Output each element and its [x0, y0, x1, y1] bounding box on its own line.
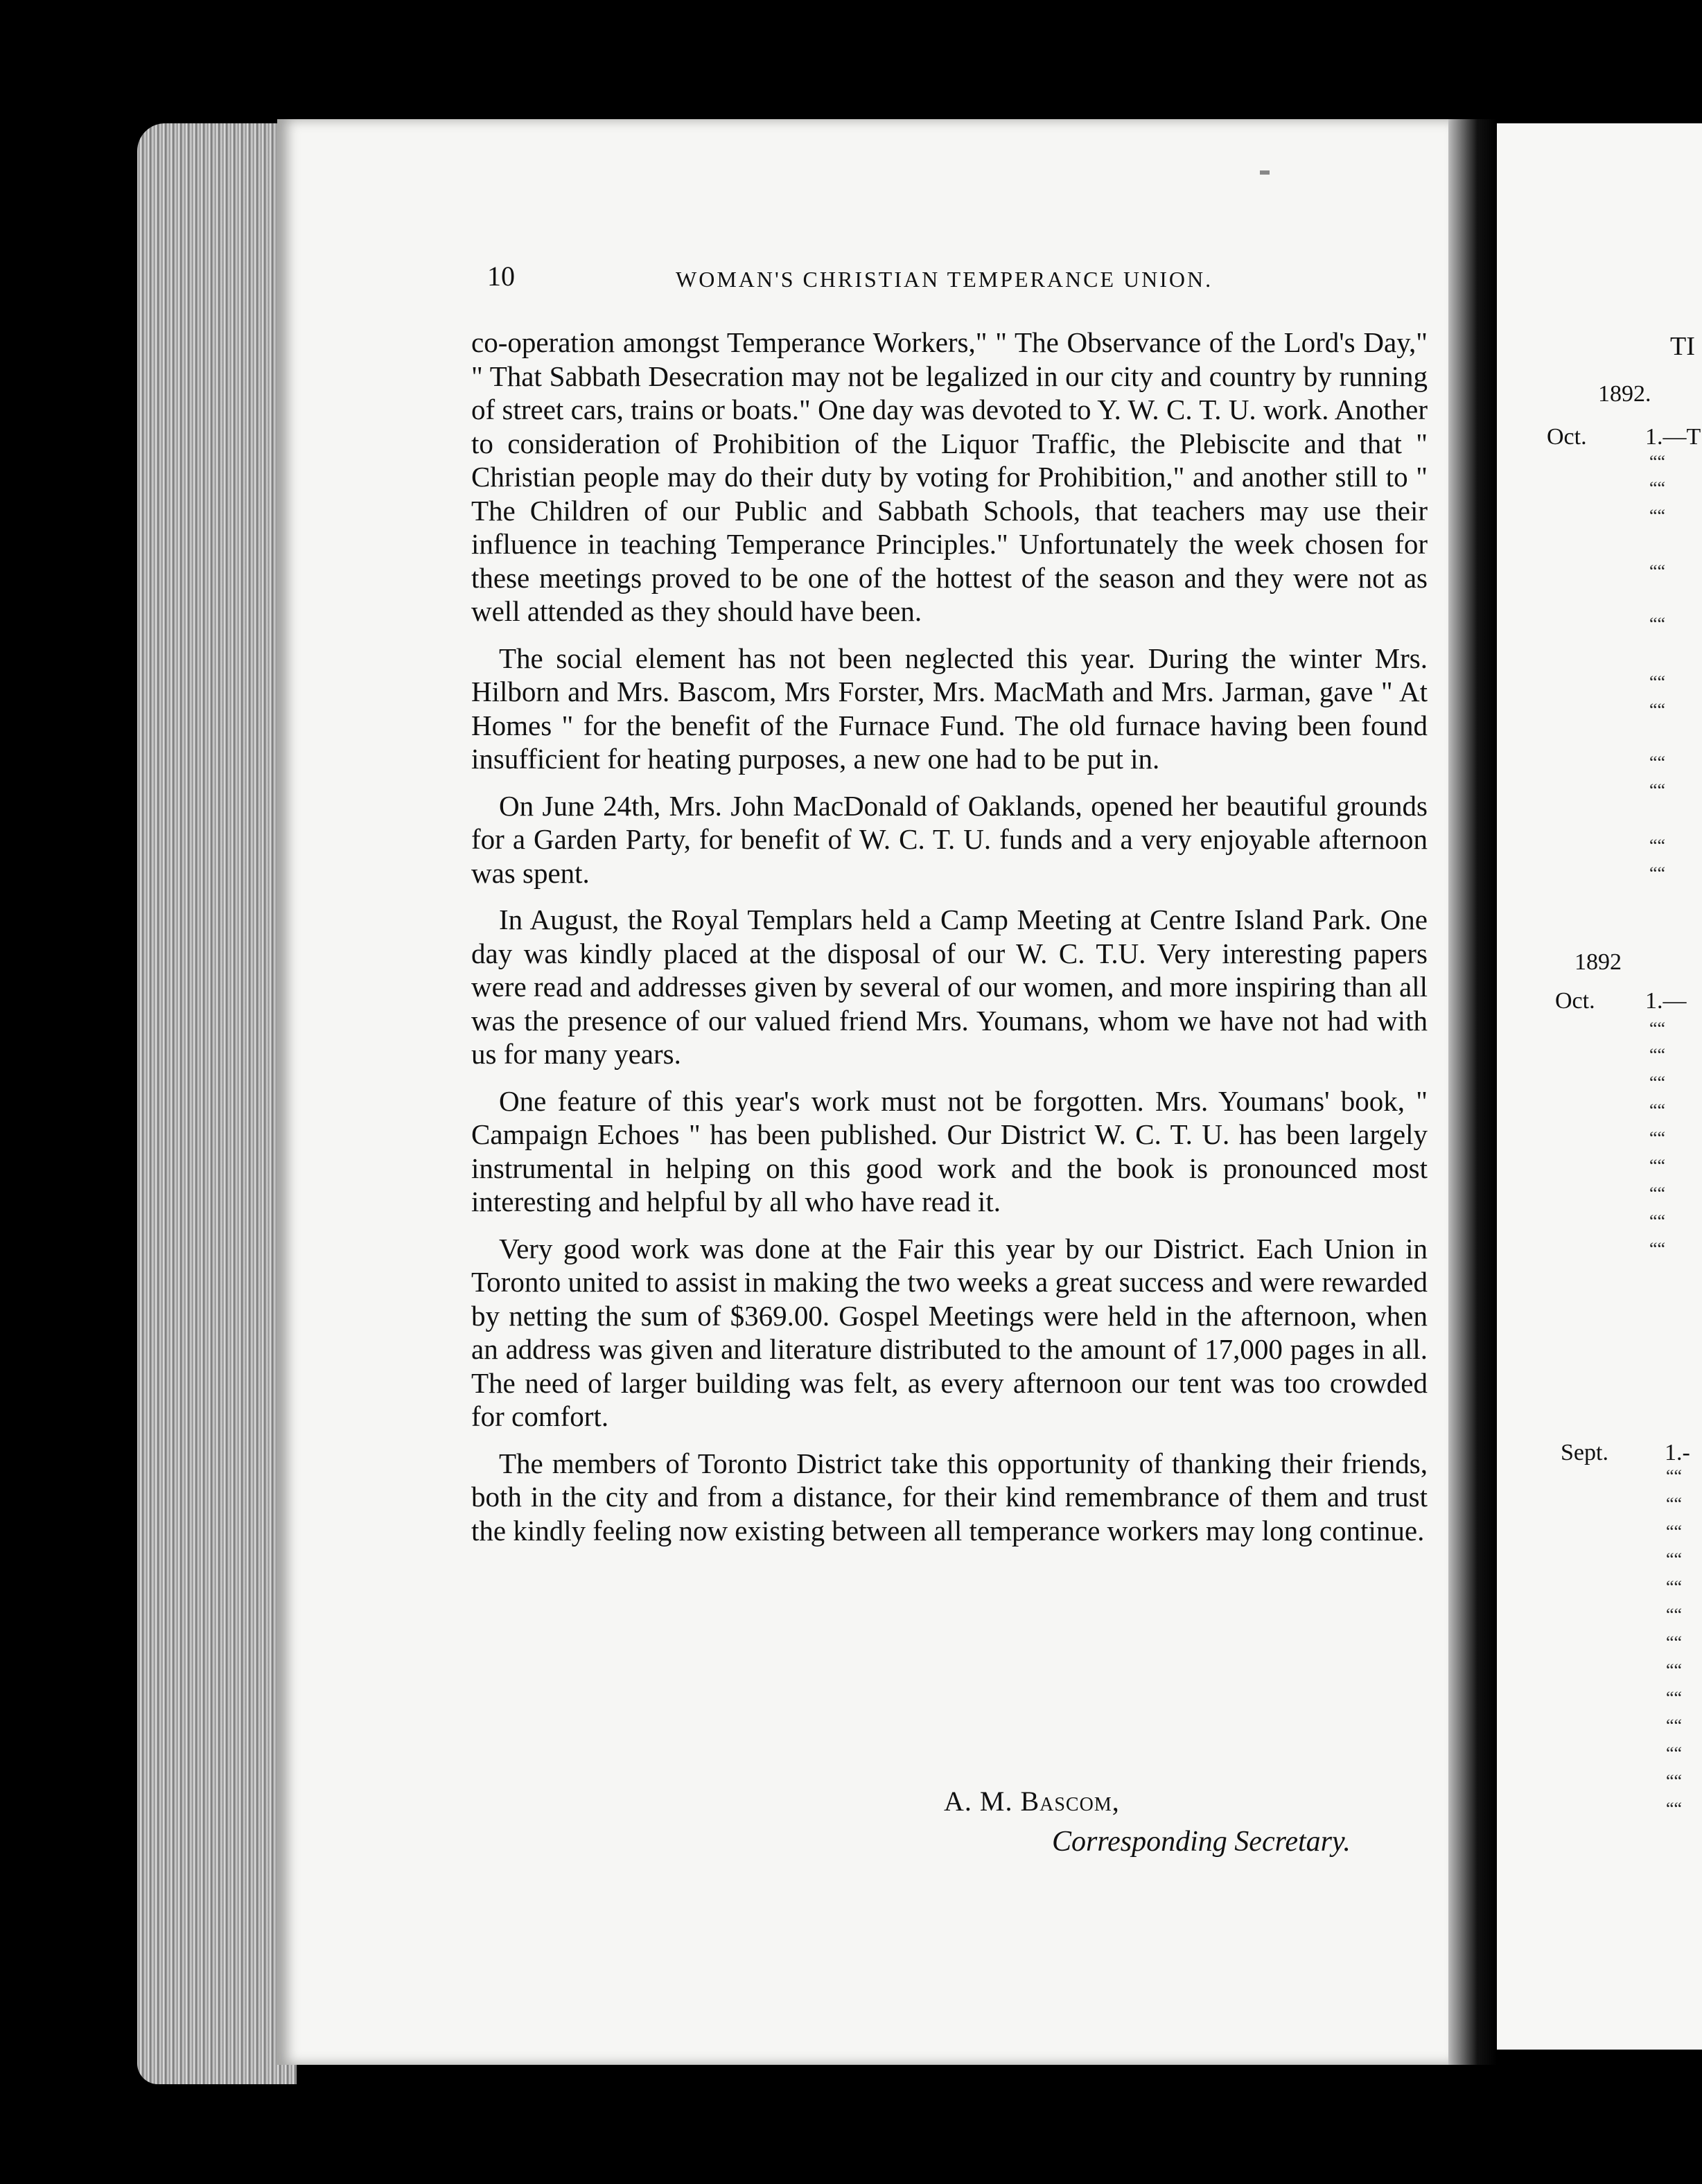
- right-header-fragment: TI: [1670, 332, 1695, 361]
- ditto-mark: ““: [1666, 1549, 1683, 1569]
- page-number: 10: [487, 261, 515, 292]
- ditto-mark: ““: [1649, 836, 1666, 856]
- ditto-mark: ““: [1649, 478, 1666, 498]
- right-entry-1: 1.—T: [1645, 424, 1701, 450]
- body-text: [471, 326, 1428, 1560]
- ditto-mark: ““: [1649, 863, 1666, 883]
- ditto-mark: ““: [1649, 752, 1666, 773]
- ditto-mark: ““: [1649, 1156, 1666, 1176]
- ditto-mark: ““: [1666, 1522, 1683, 1542]
- ditto-mark: ““: [1649, 672, 1666, 692]
- right-entry-3: 1.-: [1665, 1440, 1690, 1465]
- ditto-mark: ““: [1666, 1743, 1683, 1763]
- right-year-1: 1892.: [1598, 381, 1651, 407]
- ditto-mark: ““: [1666, 1632, 1683, 1653]
- ditto-mark: ““: [1649, 561, 1666, 581]
- ditto-mark: ““: [1649, 1211, 1666, 1231]
- right-year-2: 1892: [1574, 949, 1622, 975]
- ditto-mark: ““: [1649, 452, 1666, 472]
- ditto-mark: ““: [1666, 1494, 1683, 1514]
- right-month-2: Oct.: [1555, 988, 1595, 1014]
- ditto-mark: ““: [1666, 1660, 1683, 1680]
- ditto-mark: ““: [1649, 1019, 1666, 1039]
- ditto-mark: ““: [1649, 1045, 1666, 1065]
- paragraph: One feature of this year's work must not be forgotten. Mrs. Youmans' book, " Campaign Echoes " has been published. Our District W. C. T. U. has been largely instrumental in helping on this good work and the book is pronounced most interesting and helpful by all who have read it.: [471, 1084, 1428, 1217]
- running-head: WOMAN'S CHRISTIAN TEMPERANCE UNION.: [676, 267, 1213, 292]
- ditto-mark: ““: [1666, 1577, 1683, 1597]
- ditto-mark: ““: [1649, 1183, 1666, 1204]
- paragraph: The social element has not been neglected this year. During the winter Mrs. Hilborn and Mrs. Bascom, Mrs Forster, Mrs. MacMath and Mrs. Jarman, gave " At Homes " for the benefit of the Furnace Fund. The old furnace having been found insufficient for heating purposes, a new one had to be put in.: [471, 642, 1428, 775]
- ditto-mark: ““: [1649, 1100, 1666, 1120]
- signature-title: Corresponding Secretary.: [1052, 1826, 1351, 1858]
- ditto-mark: ““: [1649, 780, 1666, 800]
- right-entry-2: 1.—: [1645, 988, 1687, 1014]
- signature-name: A. M. Bascom,: [944, 1786, 1120, 1817]
- right-month-1: Oct.: [1547, 424, 1587, 450]
- ditto-mark: ““: [1649, 1128, 1666, 1148]
- paragraph: In August, the Royal Templars held a Camp Meeting at Centre Island Park. One day was kindly placed at the disposal of our W. C. T.U. Very interesting papers were read and addresses given by several of our women, and more inspiring than all was the presence of our valued friend Mrs. Youmans, whom we have not had with us for many years.: [471, 904, 1428, 1070]
- ditto-mark: ““: [1666, 1466, 1683, 1486]
- paragraph: co-operation amongst Temperance Workers," " The Observance of the Lord's Day," " That Sabbath Desecration may not be legalized in our city and country by running of street cars, trains or boats." One day was devoted to Y. W. C. T. U. work. Another to consideration of Prohibition of the Liquor Traffic, the Plebiscite and that " Christian people may do their duty by voting for Prohibition," and another still to " The Children of our Public and Sabbath Schools, that teachers may use their influence in teaching Temperance Principles." Unfortunately the week chosen for these meetings proved to be one of the hottest of the season and they were not as well attended as they should have been.: [471, 326, 1428, 627]
- ditto-mark: ““: [1666, 1716, 1683, 1736]
- page-blemish: [1260, 170, 1270, 175]
- ditto-mark: ““: [1649, 506, 1666, 526]
- ditto-mark: ““: [1666, 1605, 1683, 1625]
- paragraph: On June 24th, Mrs. John MacDonald of Oaklands, opened her beautiful grounds for a Garden Party, for benefit of W. C. T. U. funds and a very enjoyable afternoon was spent.: [471, 789, 1428, 889]
- ditto-mark: ““: [1649, 1239, 1666, 1259]
- book-gutter: [1448, 119, 1497, 2065]
- page-stack-edge: [137, 123, 297, 2084]
- ditto-mark: ““: [1649, 614, 1666, 634]
- ditto-mark: ““: [1666, 1688, 1683, 1708]
- paragraph: Very good work was done at the Fair this year by our District. Each Union in Toronto united to assist in making the two weeks a great success and were rewarded by netting the sum of $369.00. Gospel Meetings were held in the afternoon, when an address was given and literature distributed to the amount of 17,000 pages in all. The need of larger building was felt, as every afternoon our tent was too crowded for comfort.: [471, 1232, 1428, 1432]
- ditto-mark: ““: [1666, 1799, 1683, 1819]
- ditto-mark: ““: [1649, 1073, 1666, 1093]
- ditto-mark: ““: [1649, 700, 1666, 720]
- right-month-3: Sept.: [1561, 1440, 1608, 1465]
- ditto-mark: ““: [1666, 1771, 1683, 1791]
- paragraph: The members of Toronto District take this opportunity of thanking their friends, both in the city and from a distance, for their kind remembrance of them and trust the kindly feeling now existing between all temperance workers may long continue.: [471, 1447, 1428, 1547]
